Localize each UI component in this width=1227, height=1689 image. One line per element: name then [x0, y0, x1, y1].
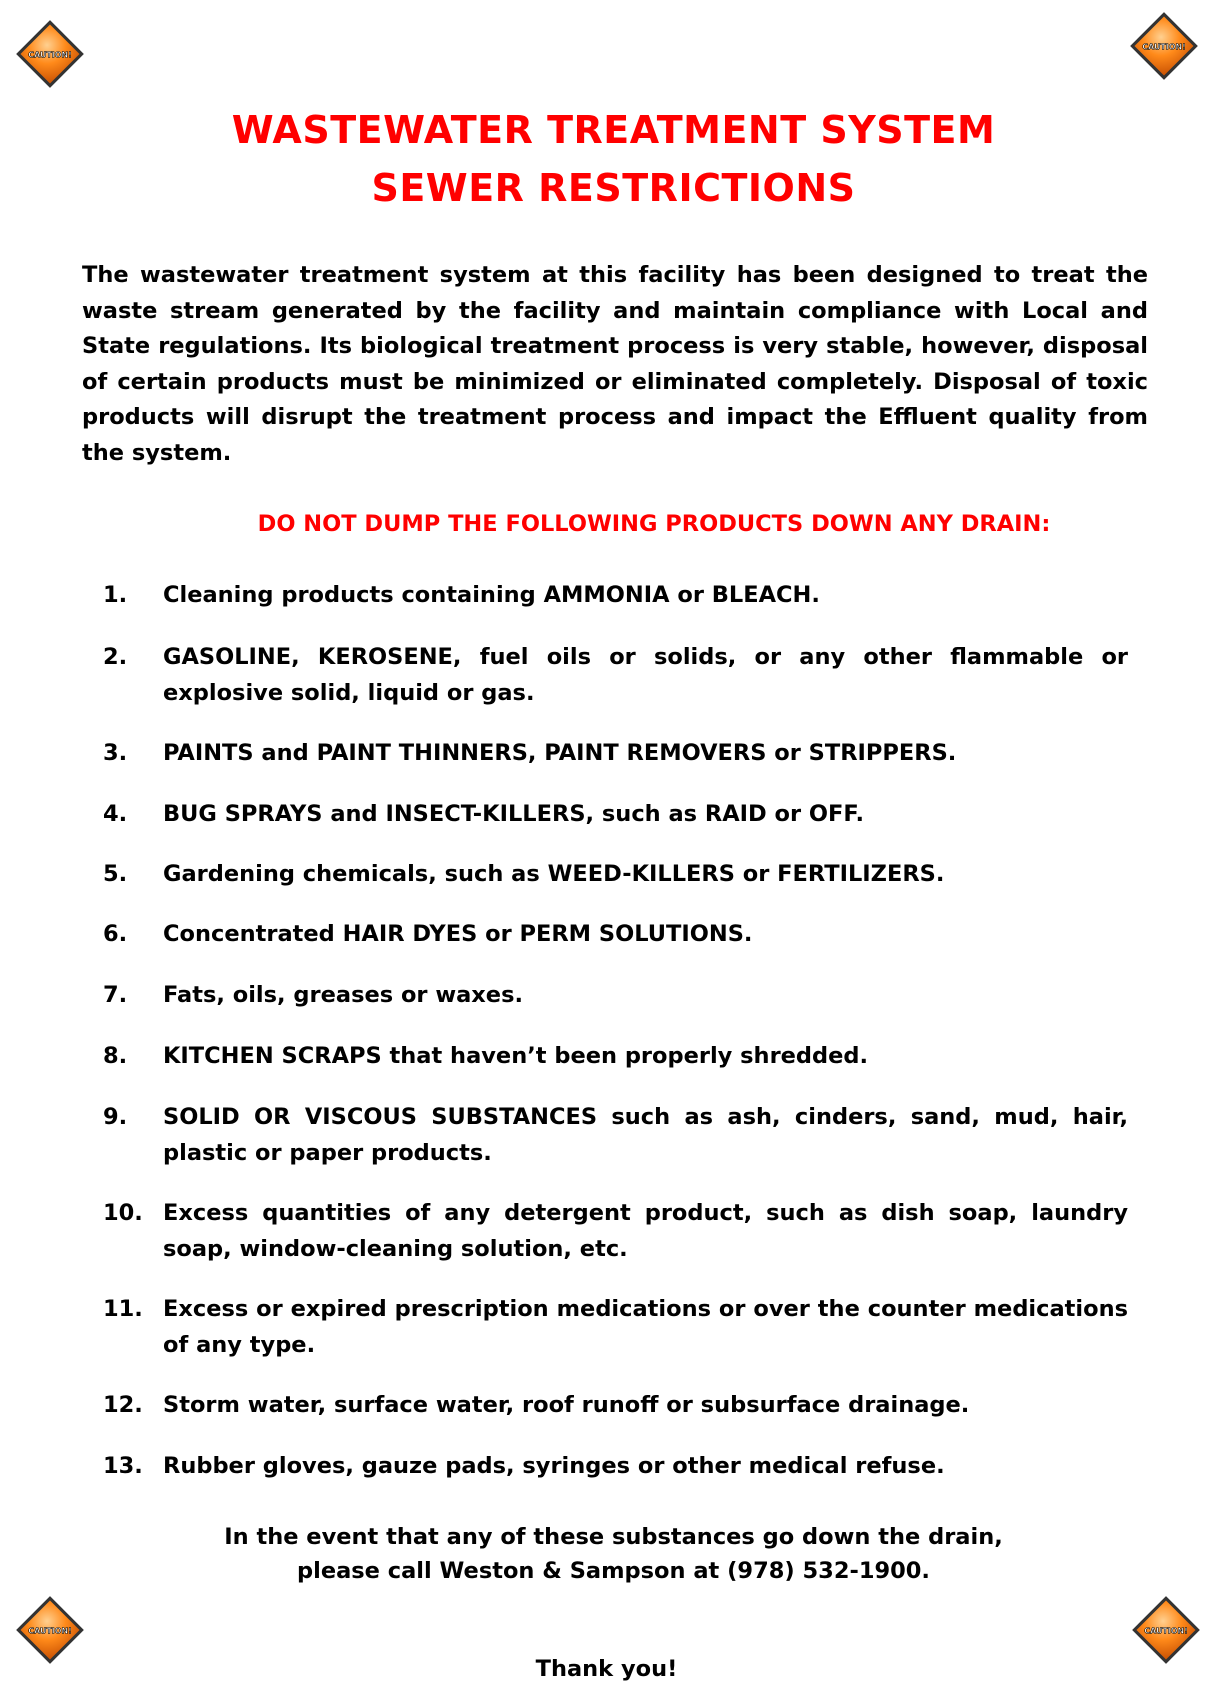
- intro-paragraph: The wastewater treatment system at this facility has been designed to treat the waste stream generated by the facility and maintain compliance with Local and State regulations. Its biological treatment process is very stable, however, disposal of certain products must be minimized or eliminated completely. Disposal of toxic products will disrupt the treatment process and impact the Effluent quality from the system.: [82, 262, 1148, 466]
- caution-sign-icon: [14, 18, 86, 90]
- list-item-number: 13.: [103, 1453, 143, 1479]
- list-item-text: GASOLINE, KEROSENE, fuel oils or solids, or any other flammable or explosive solid, liquid or gas.: [163, 644, 1128, 706]
- list-item-text: Gardening chemicals, such as WEED-KILLERS or FERTILIZERS.: [163, 861, 945, 887]
- page-title: WASTEWATER TREATMENT SYSTEM: [231, 108, 996, 152]
- list-item-number: 6.: [103, 921, 128, 947]
- list-item-number: 9.: [103, 1104, 128, 1130]
- svg-text:CAUTION!: CAUTION!: [1142, 42, 1186, 52]
- list-item-number: 4.: [103, 801, 128, 827]
- thank-you-text: Thank you!: [535, 1656, 678, 1682]
- list-item-number: 8.: [103, 1043, 128, 1069]
- list-item: [103, 917, 1128, 953]
- svg-text:CAUTION!: CAUTION!: [1144, 1626, 1188, 1636]
- list-item-text: PAINTS and PAINT THINNERS, PAINT REMOVERS or STRIPPERS.: [163, 740, 957, 766]
- list-item: [103, 578, 1128, 614]
- closing-line-2: please call Weston & Sampson at (978) 532-1900.: [297, 1558, 930, 1584]
- list-item: [103, 1196, 1128, 1267]
- warning-heading: DO NOT DUMP THE FOLLOWING PRODUCTS DOWN ANY DRAIN:: [257, 511, 1051, 537]
- list-item: [103, 978, 1128, 1014]
- list-item-text: Excess quantities of any detergent product, such as dish soap, laundry soap, window-cleaning solution, etc.: [163, 1200, 1128, 1262]
- list-item-text: Rubber gloves, gauze pads, syringes or other medical refuse.: [163, 1453, 945, 1479]
- list-item: [103, 1039, 1128, 1075]
- list-item: [103, 797, 1128, 833]
- list-item-number: 10.: [103, 1200, 143, 1226]
- list-item-number: 1.: [103, 582, 128, 608]
- list-item-number: 5.: [103, 861, 128, 887]
- list-item-number: 7.: [103, 982, 128, 1008]
- list-item-number: 3.: [103, 740, 128, 766]
- list-item: [103, 1292, 1128, 1363]
- list-item-text: Cleaning products containing AMMONIA or BLEACH.: [163, 582, 820, 608]
- closing-line-1: In the event that any of these substances go down the drain,: [224, 1524, 1003, 1550]
- list-item-text: SOLID OR VISCOUS SUBSTANCES such as ash, cinders, sand, mud, hair, plastic or paper products.: [163, 1104, 1128, 1166]
- page-subtitle: SEWER RESTRICTIONS: [371, 166, 856, 210]
- list-item: [103, 640, 1128, 711]
- list-item-text: Excess or expired prescription medications or over the counter medications of any type.: [163, 1296, 1128, 1358]
- svg-text:CAUTION!: CAUTION!: [28, 50, 72, 60]
- svg-text:CAUTION!: CAUTION!: [28, 1626, 72, 1636]
- list-item: [103, 1100, 1128, 1171]
- list-item: [103, 1388, 1128, 1424]
- list-item-number: 11.: [103, 1296, 143, 1322]
- list-item: [103, 857, 1128, 893]
- list-item: [103, 736, 1128, 772]
- list-item-number: 12.: [103, 1392, 143, 1418]
- list-item-text: Storm water, surface water, roof runoff or subsurface drainage.: [163, 1392, 970, 1418]
- list-item-text: KITCHEN SCRAPS that haven’t been properly shredded.: [163, 1043, 869, 1069]
- list-item-text: BUG SPRAYS and INSECT-KILLERS, such as RAID or OFF.: [163, 801, 865, 827]
- list-item-number: 2.: [103, 644, 128, 670]
- list-item: [103, 1449, 1128, 1485]
- list-item-text: Fats, oils, greases or waxes.: [163, 982, 524, 1008]
- caution-sign-icon: [1128, 10, 1200, 82]
- list-item-text: Concentrated HAIR DYES or PERM SOLUTIONS.: [163, 921, 753, 947]
